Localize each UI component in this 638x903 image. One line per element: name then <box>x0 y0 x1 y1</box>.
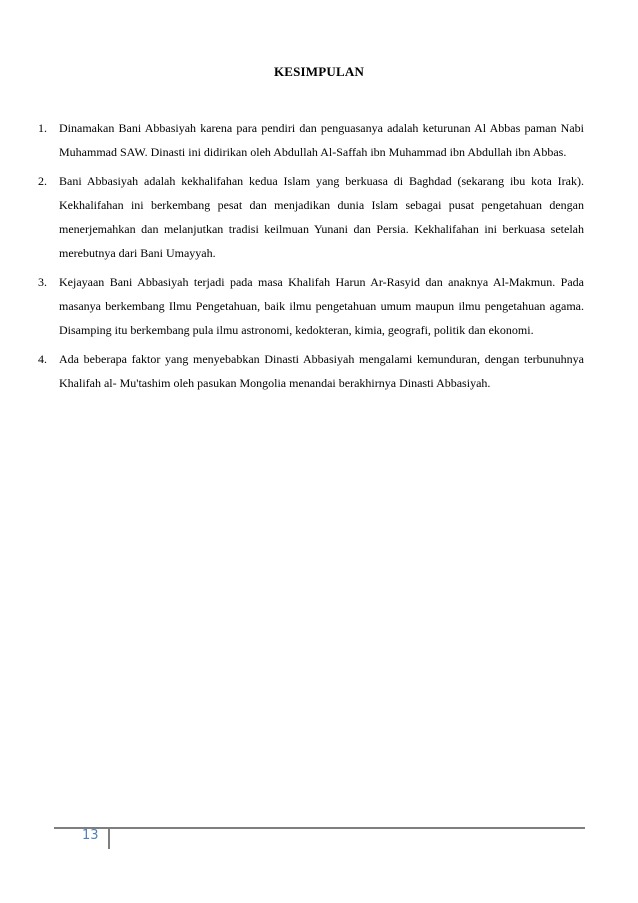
conclusion-list <box>38 116 584 399</box>
list-item-text: Kejayaan Bani Abbasiyah terjadi pada masa Khalifah Harun Ar-Rasyid dan anaknya Al-Makmun. Pada masanya berkembang Ilmu Pengetahuan, baik ilmu pengetahuan umum maupun ilmu pengetahuan agama. Disamping itu berkembang pula ilmu astronomi, kedokteran, kimia, geografi, politik dan ekonomi. <box>59 274 584 338</box>
footer-separator <box>108 827 110 849</box>
list-item-number: 2. <box>38 173 47 188</box>
page-title: KESIMPULAN <box>273 64 365 79</box>
list-item <box>38 270 584 343</box>
list-item-text: Ada beberapa faktor yang menyebabkan Dinasti Abbasiyah mengalami kemunduran, dengan terbunuhnya Khalifah al- Mu'tashim oleh pasukan Mongolia menandai berakhirnya Dinasti Abbasiyah. <box>59 351 584 390</box>
list-item-text: Bani Abbasiyah adalah kekhalifahan kedua Islam yang berkuasa di Baghdad (sekarang ibu kota Irak). Kekhalifahan ini berkembang pesat dan menjadikan dunia Islam sebagai pusat pengetahuan dengan menerjemahkan dan melanjutkan tradisi keilmuan Yunani dan Persia. Kekhalifahan ini berkuasa setelah merebutnya dari Bani Umayyah. <box>59 173 584 261</box>
page-number: 13 <box>82 828 99 843</box>
list-item-text: Dinamakan Bani Abbasiyah karena para pendiri dan penguasanya adalah keturunan Al Abbas paman Nabi Muhammad SAW. Dinasti ini didirikan oleh Abdullah Al-Saffah ibn Muhammad ibn Abdullah ibn Abbas. <box>59 121 584 160</box>
list-item-number: 3. <box>38 274 47 289</box>
list-item <box>38 116 584 165</box>
list-item <box>38 347 584 396</box>
footer-rule <box>54 827 585 829</box>
list-item <box>38 169 584 266</box>
list-item-number: 1. <box>38 121 47 135</box>
list-item-number: 4. <box>38 351 47 366</box>
